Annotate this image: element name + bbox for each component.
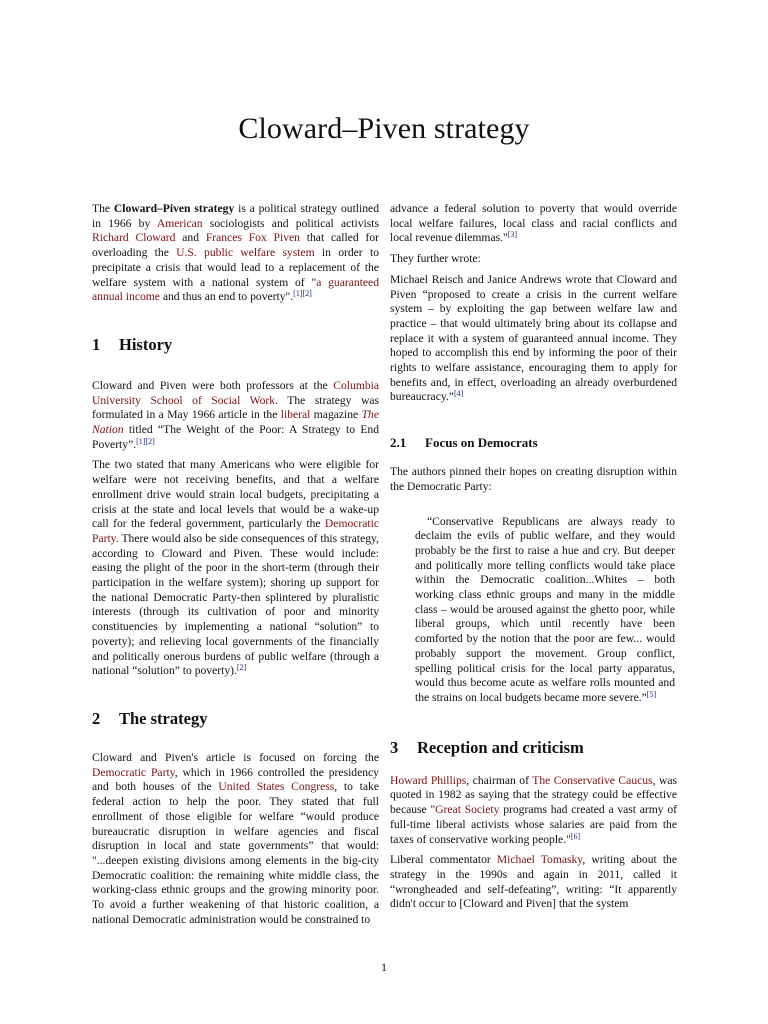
text: in order to precipitate a crisis that would lead to a replacement of the welfare system with a national system of " bbox=[92, 246, 379, 289]
text: titled “The Weight of the Poor: A Strategy to End Poverty”. bbox=[92, 423, 379, 451]
text: , to take federal action to help the poor. They stated that full enrollment of those eligible for welfare “would produce bureaucratic disruption in welfare agencies and fiscal disruption in local and state governments” that would: "...deepen existing divisions among elements in the big-city Democratic coalition: the remaining white middle class, the working-class ethnic groups and the growing minority poor. To avoid a further weakening of that historic coalition, a national Democratic administration would be constrained to bbox=[92, 780, 379, 926]
text: . There would also be side consequences of this strategy, according to Cloward and Piven. These would include: easing the plight of the poor in the short-term (through their participation in the welfare system); shoring up support for the national Democratic Party-then splintered by pluralistic interests (through its cultivation of poor and minority constituencies by implementing a national “solution” to poverty); and relieving local governments of the financially and politically onerous burdens of public welfare (through a national “solution” to poverty). bbox=[92, 531, 379, 678]
text: Michael Reisch and Janice Andrews wrote that Cloward and Piven “proposed to create a crisis in the current welfare system – by exploiting the gap between welfare law and practice – that would ultimately bring about its collapse and replace it with a system of guaranteed annual income. They hoped to accomplish this end by informing the poor of their rights to welfare assistance, encouraging them to apply for benefits and, in effect, overloading an already overburdened bureaucracy.” bbox=[390, 272, 677, 404]
citation[interactable]: [1][2] bbox=[136, 436, 155, 446]
text: , was quoted in 1982 as saying that the strategy could be effective because " bbox=[390, 773, 678, 817]
link-us-congress[interactable]: United States Congress bbox=[218, 780, 335, 794]
citation[interactable]: [6] bbox=[570, 831, 581, 841]
citation[interactable]: [4] bbox=[453, 389, 464, 399]
history-paragraph-1 bbox=[92, 379, 379, 453]
text: is a political strategy outlined in 1966 by bbox=[92, 202, 379, 230]
block-quote bbox=[415, 515, 675, 706]
text: The two stated that many Americans who were eligible for welfare were not receiving benefits, and that a welfare enrollment drive would strain local budgets, precipitating a crisis at the state and local levels that would be a wake-up call for the federal government, particularly the bbox=[92, 458, 379, 531]
section-number: 1 bbox=[92, 334, 101, 354]
link-democratic-party[interactable]: Democratic Party bbox=[92, 765, 175, 779]
text: Cloward and Piven were both professors at the bbox=[92, 378, 334, 392]
text: “Conservative Republicans are always ready to declaim the evils of public welfare, and they would probably be the first to raise a hue and cry. But deeper and politically more telling conflicts would take place within the Democratic coalition...Whites – both working class ethnic groups and many in the middle class – would be aroused against the ghetto poor, while liberal groups, which until recently have been comforted by the notion that the poor are few... would probably support the movement. Group conflict, spelling political crisis for the local party apparatus, would thus become acute as welfare rolls mounted and the strains on local budgets became more severe.” bbox=[415, 514, 675, 704]
citation[interactable]: [5] bbox=[646, 689, 657, 699]
section-title: History bbox=[119, 334, 173, 354]
citation[interactable]: [1][2] bbox=[293, 289, 312, 299]
quote-text bbox=[415, 515, 675, 706]
strategy-paragraph-3 bbox=[390, 273, 677, 405]
text: Liberal commentator bbox=[390, 853, 497, 867]
focus-paragraph: The authors pinned their hopes on creating disruption within the Democratic Party: bbox=[390, 465, 677, 493]
link-conservative-caucus[interactable]: The Conservative Caucus bbox=[532, 773, 653, 787]
section-heading-reception bbox=[390, 738, 677, 758]
link-the-nation[interactable]: The Nation bbox=[92, 408, 379, 437]
section-number: 3 bbox=[390, 737, 399, 757]
strategy-paragraph-2: They further wrote: bbox=[390, 252, 481, 266]
text: , which in 1966 controlled the presidency and both houses of the bbox=[92, 765, 379, 794]
intro-paragraph bbox=[92, 202, 379, 305]
link-us-welfare-system[interactable]: U.S. public welfare system bbox=[176, 246, 315, 260]
right-column bbox=[390, 202, 677, 918]
text: , chairman of bbox=[466, 773, 533, 787]
text: The bbox=[92, 202, 114, 215]
text: that called for overloading the bbox=[92, 231, 379, 260]
text: advance a federal solution to poverty that would override local welfare failures, local class and racial conflicts and local revenue dilemmas." bbox=[390, 202, 677, 245]
citation[interactable]: [3] bbox=[507, 230, 518, 240]
page-number: 1 bbox=[381, 960, 387, 974]
reception-paragraph-2 bbox=[390, 853, 677, 912]
text: . The strategy was formulated in a May 1966 article in the bbox=[92, 393, 380, 422]
strategy-paragraph-1 bbox=[92, 751, 379, 927]
history-paragraph-2 bbox=[92, 458, 379, 679]
section-title: The strategy bbox=[119, 708, 208, 728]
text: and bbox=[175, 231, 206, 245]
section-title: Focus on Democrats bbox=[425, 435, 538, 451]
text: Cloward and Piven's article is focused on forcing the bbox=[92, 750, 379, 764]
subsection-heading-focus-on-democrats bbox=[390, 435, 677, 451]
link-frances-fox-piven[interactable]: Frances Fox Piven bbox=[205, 231, 300, 245]
link-richard-cloward[interactable]: Richard Cloward bbox=[92, 231, 176, 245]
section-title: Reception and criticism bbox=[417, 737, 584, 757]
strategy-paragraph-1-continued bbox=[390, 202, 677, 246]
link-liberal[interactable]: liberal bbox=[280, 408, 311, 422]
section-heading-strategy bbox=[92, 709, 379, 729]
citation[interactable]: [2] bbox=[236, 663, 247, 673]
reception-paragraph-1 bbox=[390, 774, 677, 848]
section-number: 2 bbox=[92, 708, 101, 728]
left-column bbox=[92, 202, 379, 933]
link-american[interactable]: American bbox=[156, 216, 203, 230]
text: sociologists and political activists bbox=[202, 216, 379, 230]
text: magazine bbox=[310, 408, 362, 422]
link-howard-phillips[interactable]: Howard Phillips bbox=[390, 773, 467, 787]
text: , writing about the strategy in the 1990s and again in 2011, called it “wrongheaded and self-defeating”, writing: “It apparently didn't occur to [Cloward and Piven] that the system bbox=[390, 853, 677, 911]
link-columbia[interactable]: Columbia University School of Social Work bbox=[92, 378, 379, 407]
link-democratic-party[interactable]: Democratic Party bbox=[92, 517, 379, 545]
text: and thus an end to poverty". bbox=[159, 290, 294, 304]
section-number: 2.1 bbox=[390, 435, 407, 451]
section-heading-history bbox=[92, 335, 379, 355]
link-michael-tomasky[interactable]: Michael Tomasky bbox=[496, 853, 583, 867]
bold-term: Cloward–Piven strategy bbox=[113, 202, 235, 215]
link-great-society[interactable]: Great Society bbox=[435, 803, 500, 817]
link-guaranteed-income[interactable]: a guaranteed annual income bbox=[92, 275, 379, 304]
text: programs had created a vast army of full-time liberal activists whose salaries are paid from the taxes of conservative working people." bbox=[390, 803, 677, 846]
page-title: Cloward–Piven strategy bbox=[238, 112, 530, 145]
